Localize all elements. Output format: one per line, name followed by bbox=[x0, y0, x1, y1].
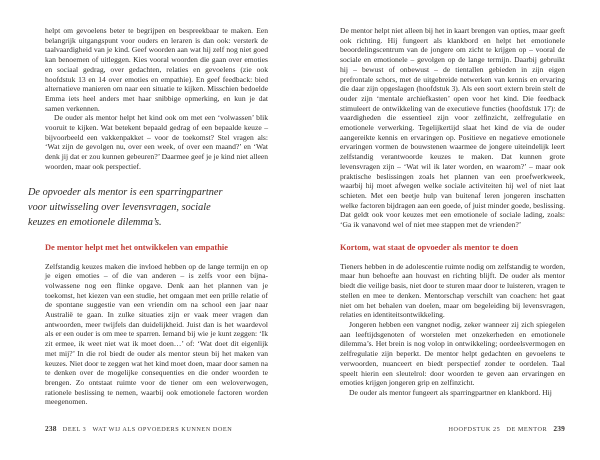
page-number: 239 bbox=[553, 424, 565, 433]
running-part-label: DEEL 3 bbox=[62, 426, 87, 433]
paragraph: Jongeren hebben een vangnet nodig, zeker wanneer zij zich spiegelen aan leeftijdsgenoten of worstelen met onzekerheden en emotionele dilemma’s. Het brein is nog volop in ontwikkeling; oordeelsvermogen en zelfregulatie zijn beperkt. De mentor helpt gedachten en gevoelens te verwoorden, nuanceert en biedt perspectief zonder te oordelen. Taal speelt hierin een sleutelrol: door woorden te geven aan ervaringen en emoties krijgen jongeren grip en zelfinzicht. bbox=[340, 319, 565, 388]
paragraph: Tieners hebben in de adolescentie ruimte nodig om zelfstandig te worden, maar hun behoefte aan houvast en richting blijft. De ouder als mentor biedt die veilige basis, niet door te sturen maar door te luisteren, vragen te stellen en mee te denken. Mentorschap verschilt van coachen: het gaat niet om het behalen van doelen, maar om begeleiding bij levensvragen, relaties en identiteitsontwikkeling. bbox=[340, 261, 565, 320]
running-book-title: WAT WIJ ALS OPVOEDERS KUNNEN DOEN bbox=[92, 426, 233, 433]
page-footer-right bbox=[449, 424, 565, 433]
paragraph: De ouder als mentor helpt het kind ook om met een ‘volwassen’ blik vooruit te kijken. Wat betekent bepaald gedrag of een bepaalde keuze – bijvoorbeeld een vakkenpakket – voor de toekomst? Stel vragen als: ‘Wat zijn de gevolgen nu, over een week, of over een maand?’ en ‘Wat denk jij dat er zou kunnen gebeuren?’ Daarmee geef je je kind niet alleen woorden, maar ook perspectief. bbox=[45, 113, 268, 171]
page-footer-left bbox=[45, 424, 232, 433]
page-right bbox=[340, 26, 565, 398]
page-left bbox=[28, 26, 268, 407]
paragraph: De mentor helpt niet alleen bij het in kaart brengen van opties, maar geeft ook richting. Hij fungeert als klankbord en helpt het emotionele beoordelingscentrum van de jongere om zicht te krijgen op – vooral de sociale en emotionele – gevolgen op de lange termijn. Daarbij gebruikt hij – bewust of onbewust – de tientallen gebieden in zijn eigen prefrontale schors, met de uitgebreide netwerken van kennis en ervaring die daar zijn opgeslagen (hoofdstuk 3). Als een soort extern brein stelt de ouder zijn ‘mentale archiefkasten’ open voor het kind. Die feedback stimuleert de ontwikkeling van de executieve functies (hoofdstuk 17): de vaardigheden die essentieel zijn voor zelfinzicht, zelfregulatie en emotionele verwerking. Tegelijkertijd slaat het kind de via de ouder aangereikte kennis en ervaringen op. Positieve en negatieve emotionele ervaringen vormen de bouwstenen waarmee de jongere uiteindelijk leert zelfstandig verantwoorde keuzes te maken. Dat kunnen grote levensvragen zijn – ‘Wat wil ik later worden, en waarom?’ – maar ook praktische beslissingen zoals het plannen van een proefwerkweek, waarbij hij moet afwegen welke sociale activiteiten hij wel of niet laat schieten. Met een beetje hulp van buitenaf leren jongeren inschatten welke factoren bijdragen aan een goede, of juist minder goede, beslissing. Dat geldt ook voor keuzes met een emotionele of sociale lading, zoals: ‘Ga ik vanavond wel of niet mee stappen met de vrienden?’ bbox=[340, 26, 565, 230]
running-chapter-title: DE MENTOR bbox=[506, 426, 548, 433]
page-number: 238 bbox=[45, 424, 57, 433]
paragraph: helpt om gevoelens beter te begrijpen en bespreekbaar te maken. Een belangrijk uitgangspunt voor ouders en leraren is dan ook: versterk de taalvaardigheid van je kind. Geef woorden aan wat hij zelf nog niet goed kan benoemen of uitleggen. Kies vooral woorden die gaan over emoties en sociaal gedrag, over gedachten, relaties en gevoelens (zie ook hoofdstuk 13 en 14 over emoties en empathie). En geef feedback: bied alternatieve manieren om naar een situatie te kijken. Misschien bedoelde Emma iets heel anders met haar snibbige opmerking, en kun je dat samen verkennen. bbox=[45, 26, 268, 113]
section-heading: Kortom, wat staat de opvoeder als mentor te doen bbox=[340, 242, 519, 252]
paragraph: Zelfstandig keuzes maken die invloed hebben op de lange termijn en op je eigen emoties – of die van anderen – is zelfs voor een bijna-volwassene nog een flinke opgave. Denk aan het plannen van je toekomst, het kiezen van een studie, het omgaan met een prille relatie of de spontane suggestie van een vriendin om na school een jaar naar Australië te gaan. In zulke situaties zijn er vaak meer vragen dan antwoorden, meer twijfels dan duidelijkheid. Juist dan is het waardevol als er een ouder is om mee te sparren. Iemand bij wie je kunt zeggen: ‘Ik zit ermee, ik weet niet wat ik moet doen…’ of: ‘Wat doet dit eigenlijk met mij?’ In die rol biedt de ouder als mentor steun bij het maken van keuzes. Niet door te zeggen wat het kind moet doen, maar door samen na te denken over de mogelijke consequenties en die onder woorden te brengen. Zo ontstaat ruimte voor de tiener om een weloverwogen, rationele beslissing te nemen, waarbij ook emotionele factoren worden meegenomen. bbox=[45, 261, 268, 407]
section-heading: De mentor helpt met het ontwikkelen van empathie bbox=[45, 242, 228, 252]
running-chapter-label: HOOFDSTUK 25 bbox=[448, 426, 501, 433]
paragraph: De ouder als mentor fungeert als sparringpartner en klankbord. Hij bbox=[349, 387, 552, 397]
pull-quote: De opvoeder als mentor is een sparringpartner voor uitwisseling over levensvragen, sociale keuzes en emotionele dilemma’s. bbox=[28, 186, 223, 228]
